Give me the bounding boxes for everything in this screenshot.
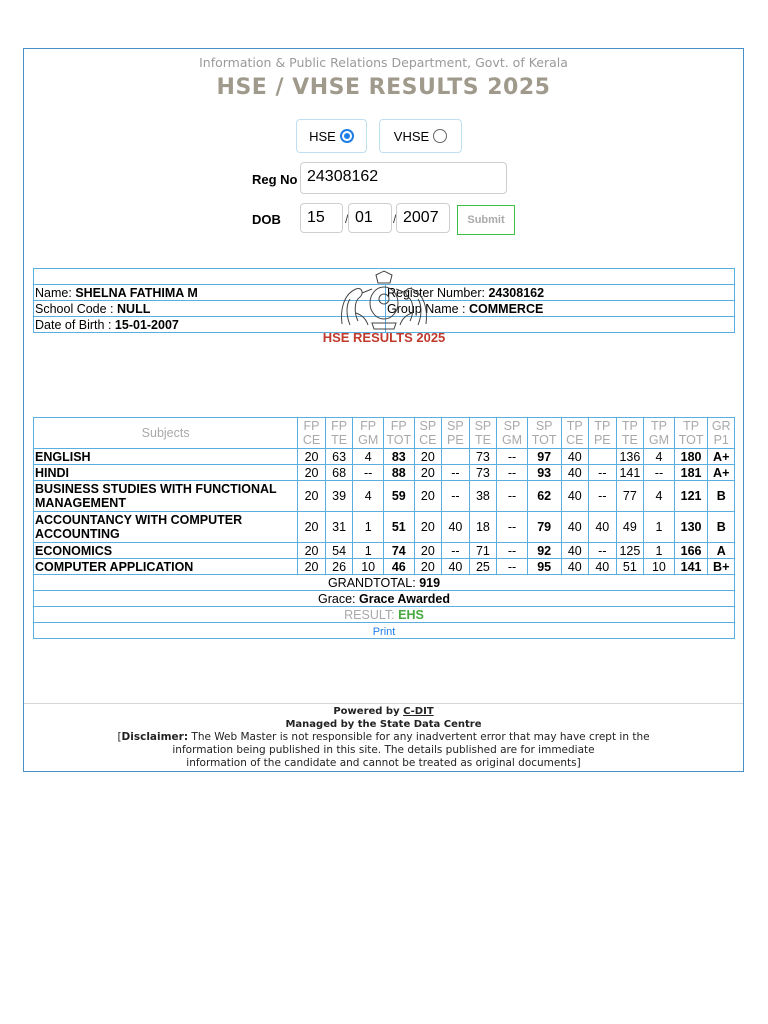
- column-header: FP TOT: [383, 418, 414, 449]
- mark-cell: 97: [527, 449, 561, 465]
- subject-name: ACCOUNTANCY WITH COMPUTER ACCOUNTING: [34, 512, 298, 543]
- mark-cell: 136: [616, 449, 644, 465]
- mark-cell: 180: [674, 449, 708, 465]
- name-label: Name:: [35, 285, 72, 300]
- mark-cell: 40: [589, 559, 617, 575]
- date-of-birth: 15-01-2007: [114, 317, 179, 332]
- mark-cell: 40: [561, 543, 589, 559]
- mark-cell: B: [708, 512, 735, 543]
- mark-cell: 79: [527, 512, 561, 543]
- hse-radio[interactable]: [340, 129, 354, 143]
- page-title: HSE / VHSE RESULTS 2025: [216, 75, 551, 100]
- dob-separator: /: [393, 212, 397, 226]
- mark-cell: 18: [469, 512, 497, 543]
- mark-cell: 26: [325, 559, 353, 575]
- mark-cell: 130: [674, 512, 708, 543]
- mark-cell: 40: [561, 481, 589, 512]
- mark-cell: 92: [527, 543, 561, 559]
- mark-cell: 40: [561, 559, 589, 575]
- mark-cell: 20: [414, 465, 442, 481]
- dob-day-input[interactable]: 15: [300, 203, 343, 233]
- mark-cell: --: [442, 465, 470, 481]
- mark-cell: 40: [561, 512, 589, 543]
- register-number-cell: [386, 285, 735, 301]
- mark-cell: --: [353, 465, 384, 481]
- school-code-label: School Code :: [35, 301, 114, 316]
- student-info-table: [33, 268, 735, 345]
- mark-cell: 20: [414, 543, 442, 559]
- mark-cell: 181: [674, 465, 708, 481]
- vhse-radio[interactable]: [433, 129, 447, 143]
- result-value: EHS: [398, 607, 424, 622]
- mark-cell: 1: [353, 512, 384, 543]
- mark-cell: 40: [442, 512, 470, 543]
- subjects-header: Subjects: [34, 418, 298, 449]
- mark-cell: 4: [644, 449, 675, 465]
- mark-cell: 40: [589, 512, 617, 543]
- column-header: FP TE: [325, 418, 353, 449]
- disclaimer-text: information being published in this site. The details published are for immediate: [172, 744, 595, 756]
- result-header: [33, 268, 735, 345]
- mark-cell: 54: [325, 543, 353, 559]
- register-number-label: Register Number:: [387, 285, 485, 300]
- dob-separator: /: [345, 212, 349, 226]
- mark-cell: 73: [469, 465, 497, 481]
- mark-cell: 20: [414, 512, 442, 543]
- mark-cell: --: [497, 481, 528, 512]
- vhse-option[interactable]: [379, 119, 462, 153]
- mark-cell: --: [589, 481, 617, 512]
- hse-option-label: HSE: [309, 128, 336, 144]
- mark-cell: 95: [527, 559, 561, 575]
- mark-cell: 20: [414, 481, 442, 512]
- table-row: [34, 449, 735, 465]
- subject-name: COMPUTER APPLICATION: [34, 559, 298, 575]
- mark-cell: 73: [469, 449, 497, 465]
- mark-cell: 49: [616, 512, 644, 543]
- mark-cell: 20: [414, 559, 442, 575]
- mark-cell: 39: [325, 481, 353, 512]
- subject-name: HINDI: [34, 465, 298, 481]
- reg-no-input[interactable]: 24308162: [300, 162, 507, 194]
- mark-cell: 40: [561, 449, 589, 465]
- mark-cell: 141: [674, 559, 708, 575]
- column-header: TP TOT: [674, 418, 708, 449]
- mark-cell: 20: [298, 465, 326, 481]
- mark-cell: 63: [325, 449, 353, 465]
- mark-cell: 20: [298, 543, 326, 559]
- school-code: NULL: [117, 301, 151, 316]
- table-row: [34, 512, 735, 543]
- mark-cell: 74: [383, 543, 414, 559]
- mark-cell: [589, 449, 617, 465]
- mark-cell: 40: [561, 465, 589, 481]
- column-header: TP TE: [616, 418, 644, 449]
- mark-cell: A+: [708, 449, 735, 465]
- table-row: [34, 559, 735, 575]
- grace: [34, 591, 735, 607]
- mark-cell: --: [497, 543, 528, 559]
- dob-label: DOB: [252, 212, 281, 227]
- dob-year-input[interactable]: 2007: [396, 203, 450, 233]
- mark-cell: 46: [383, 559, 414, 575]
- mark-cell: A: [708, 543, 735, 559]
- mark-cell: [442, 449, 470, 465]
- kerala-emblem-icon: [332, 269, 436, 331]
- table-row: [34, 465, 735, 481]
- mark-cell: 59: [383, 481, 414, 512]
- mark-cell: --: [644, 465, 675, 481]
- footer-divider: [24, 703, 743, 704]
- mark-cell: --: [442, 543, 470, 559]
- column-header: TP CE: [561, 418, 589, 449]
- grace-value: Grace Awarded: [358, 591, 450, 606]
- mark-cell: 10: [644, 559, 675, 575]
- mark-cell: --: [497, 559, 528, 575]
- mark-cell: 83: [383, 449, 414, 465]
- column-header: SP TOT: [527, 418, 561, 449]
- results-frame: [23, 48, 744, 772]
- mark-cell: 121: [674, 481, 708, 512]
- mark-cell: 25: [469, 559, 497, 575]
- subject-name: ECONOMICS: [34, 543, 298, 559]
- column-header: SP GM: [497, 418, 528, 449]
- column-header: SP TE: [469, 418, 497, 449]
- register-number: 24308162: [488, 285, 545, 300]
- table-row: [34, 543, 735, 559]
- department-name: Information & Public Relations Department, Govt. of Kerala: [199, 55, 568, 70]
- mark-cell: --: [497, 512, 528, 543]
- mark-cell: 125: [616, 543, 644, 559]
- mark-cell: 88: [383, 465, 414, 481]
- print-cell: [34, 623, 735, 639]
- mark-cell: 20: [298, 481, 326, 512]
- mark-cell: 20: [414, 449, 442, 465]
- mark-cell: 51: [616, 559, 644, 575]
- mark-cell: 1: [644, 543, 675, 559]
- column-header: GR P1: [708, 418, 735, 449]
- mark-cell: B+: [708, 559, 735, 575]
- mark-cell: 4: [644, 481, 675, 512]
- mark-cell: 62: [527, 481, 561, 512]
- mark-cell: --: [497, 465, 528, 481]
- student-name: SHELNA FATHIMA M: [75, 285, 198, 300]
- column-header: TP PE: [589, 418, 617, 449]
- mark-cell: 20: [298, 512, 326, 543]
- subject-name: ENGLISH: [34, 449, 298, 465]
- dob-month-input[interactable]: 01: [348, 203, 392, 233]
- mark-cell: --: [442, 481, 470, 512]
- mark-cell: 4: [353, 481, 384, 512]
- mark-cell: 51: [383, 512, 414, 543]
- mark-cell: 38: [469, 481, 497, 512]
- footer: Powered by C-DIT Managed by the State Data Centre [Disclaimer: The Web Master is not responsible for any inadvertent error that may have crept in the information being published in this site. The details published are for immediate information of the candidate and cannot be treated as original documents]: [24, 705, 743, 770]
- mark-cell: 71: [469, 543, 497, 559]
- mark-cell: 20: [298, 449, 326, 465]
- print-link[interactable]: Print: [372, 625, 396, 638]
- column-header: SP CE: [414, 418, 442, 449]
- grand-total-label: GRANDTOTAL:: [327, 575, 416, 590]
- group-name-label: Group Name :: [387, 301, 466, 316]
- result-label: RESULT:: [344, 607, 395, 622]
- submit-button[interactable]: Submit: [457, 205, 515, 235]
- final-result: [34, 607, 735, 623]
- table-row: [34, 481, 735, 512]
- mark-cell: 1: [644, 512, 675, 543]
- column-header: FP GM: [353, 418, 384, 449]
- disclaimer-text: The Web Master is not responsible for any inadvertent error that may have crept in the: [191, 731, 650, 743]
- mark-cell: 31: [325, 512, 353, 543]
- grace-label: Grace:: [317, 591, 356, 606]
- group-name-cell: [386, 301, 735, 317]
- mark-cell: --: [589, 543, 617, 559]
- powered-by-label: Powered by: [333, 706, 400, 717]
- grand-total-value: 919: [419, 575, 441, 590]
- mark-cell: 166: [674, 543, 708, 559]
- mark-cell: 93: [527, 465, 561, 481]
- mark-cell: --: [497, 449, 528, 465]
- column-header: FP CE: [298, 418, 326, 449]
- marks-table: [33, 417, 735, 639]
- result-title: HSE RESULTS 2025: [322, 330, 446, 345]
- mark-cell: 77: [616, 481, 644, 512]
- dob-result-label: Date of Birth :: [35, 317, 112, 332]
- vhse-option-label: VHSE: [393, 128, 430, 144]
- mark-cell: 68: [325, 465, 353, 481]
- managed-by: Managed by the State Data Centre: [285, 719, 482, 730]
- mark-cell: 141: [616, 465, 644, 481]
- disclaimer-text: information of the candidate and cannot be treated as original documents]: [186, 757, 581, 769]
- hse-option[interactable]: [296, 119, 367, 153]
- mark-cell: 1: [353, 543, 384, 559]
- mark-cell: A+: [708, 465, 735, 481]
- grand-total: [34, 575, 735, 591]
- mark-cell: 40: [442, 559, 470, 575]
- mark-cell: B: [708, 481, 735, 512]
- group-name: COMMERCE: [469, 301, 544, 316]
- reg-no-label: Reg No: [252, 172, 298, 187]
- column-header: TP GM: [644, 418, 675, 449]
- disclaimer-label: Disclaimer:: [121, 731, 189, 743]
- cdit-link[interactable]: C-DIT: [403, 706, 434, 717]
- column-header: SP PE: [442, 418, 470, 449]
- marks-header-row: [34, 418, 735, 449]
- mark-cell: --: [589, 465, 617, 481]
- subject-name: BUSINESS STUDIES WITH FUNCTIONAL MANAGEMENT: [34, 481, 298, 512]
- mark-cell: 20: [298, 559, 326, 575]
- mark-cell: 10: [353, 559, 384, 575]
- mark-cell: 4: [353, 449, 384, 465]
